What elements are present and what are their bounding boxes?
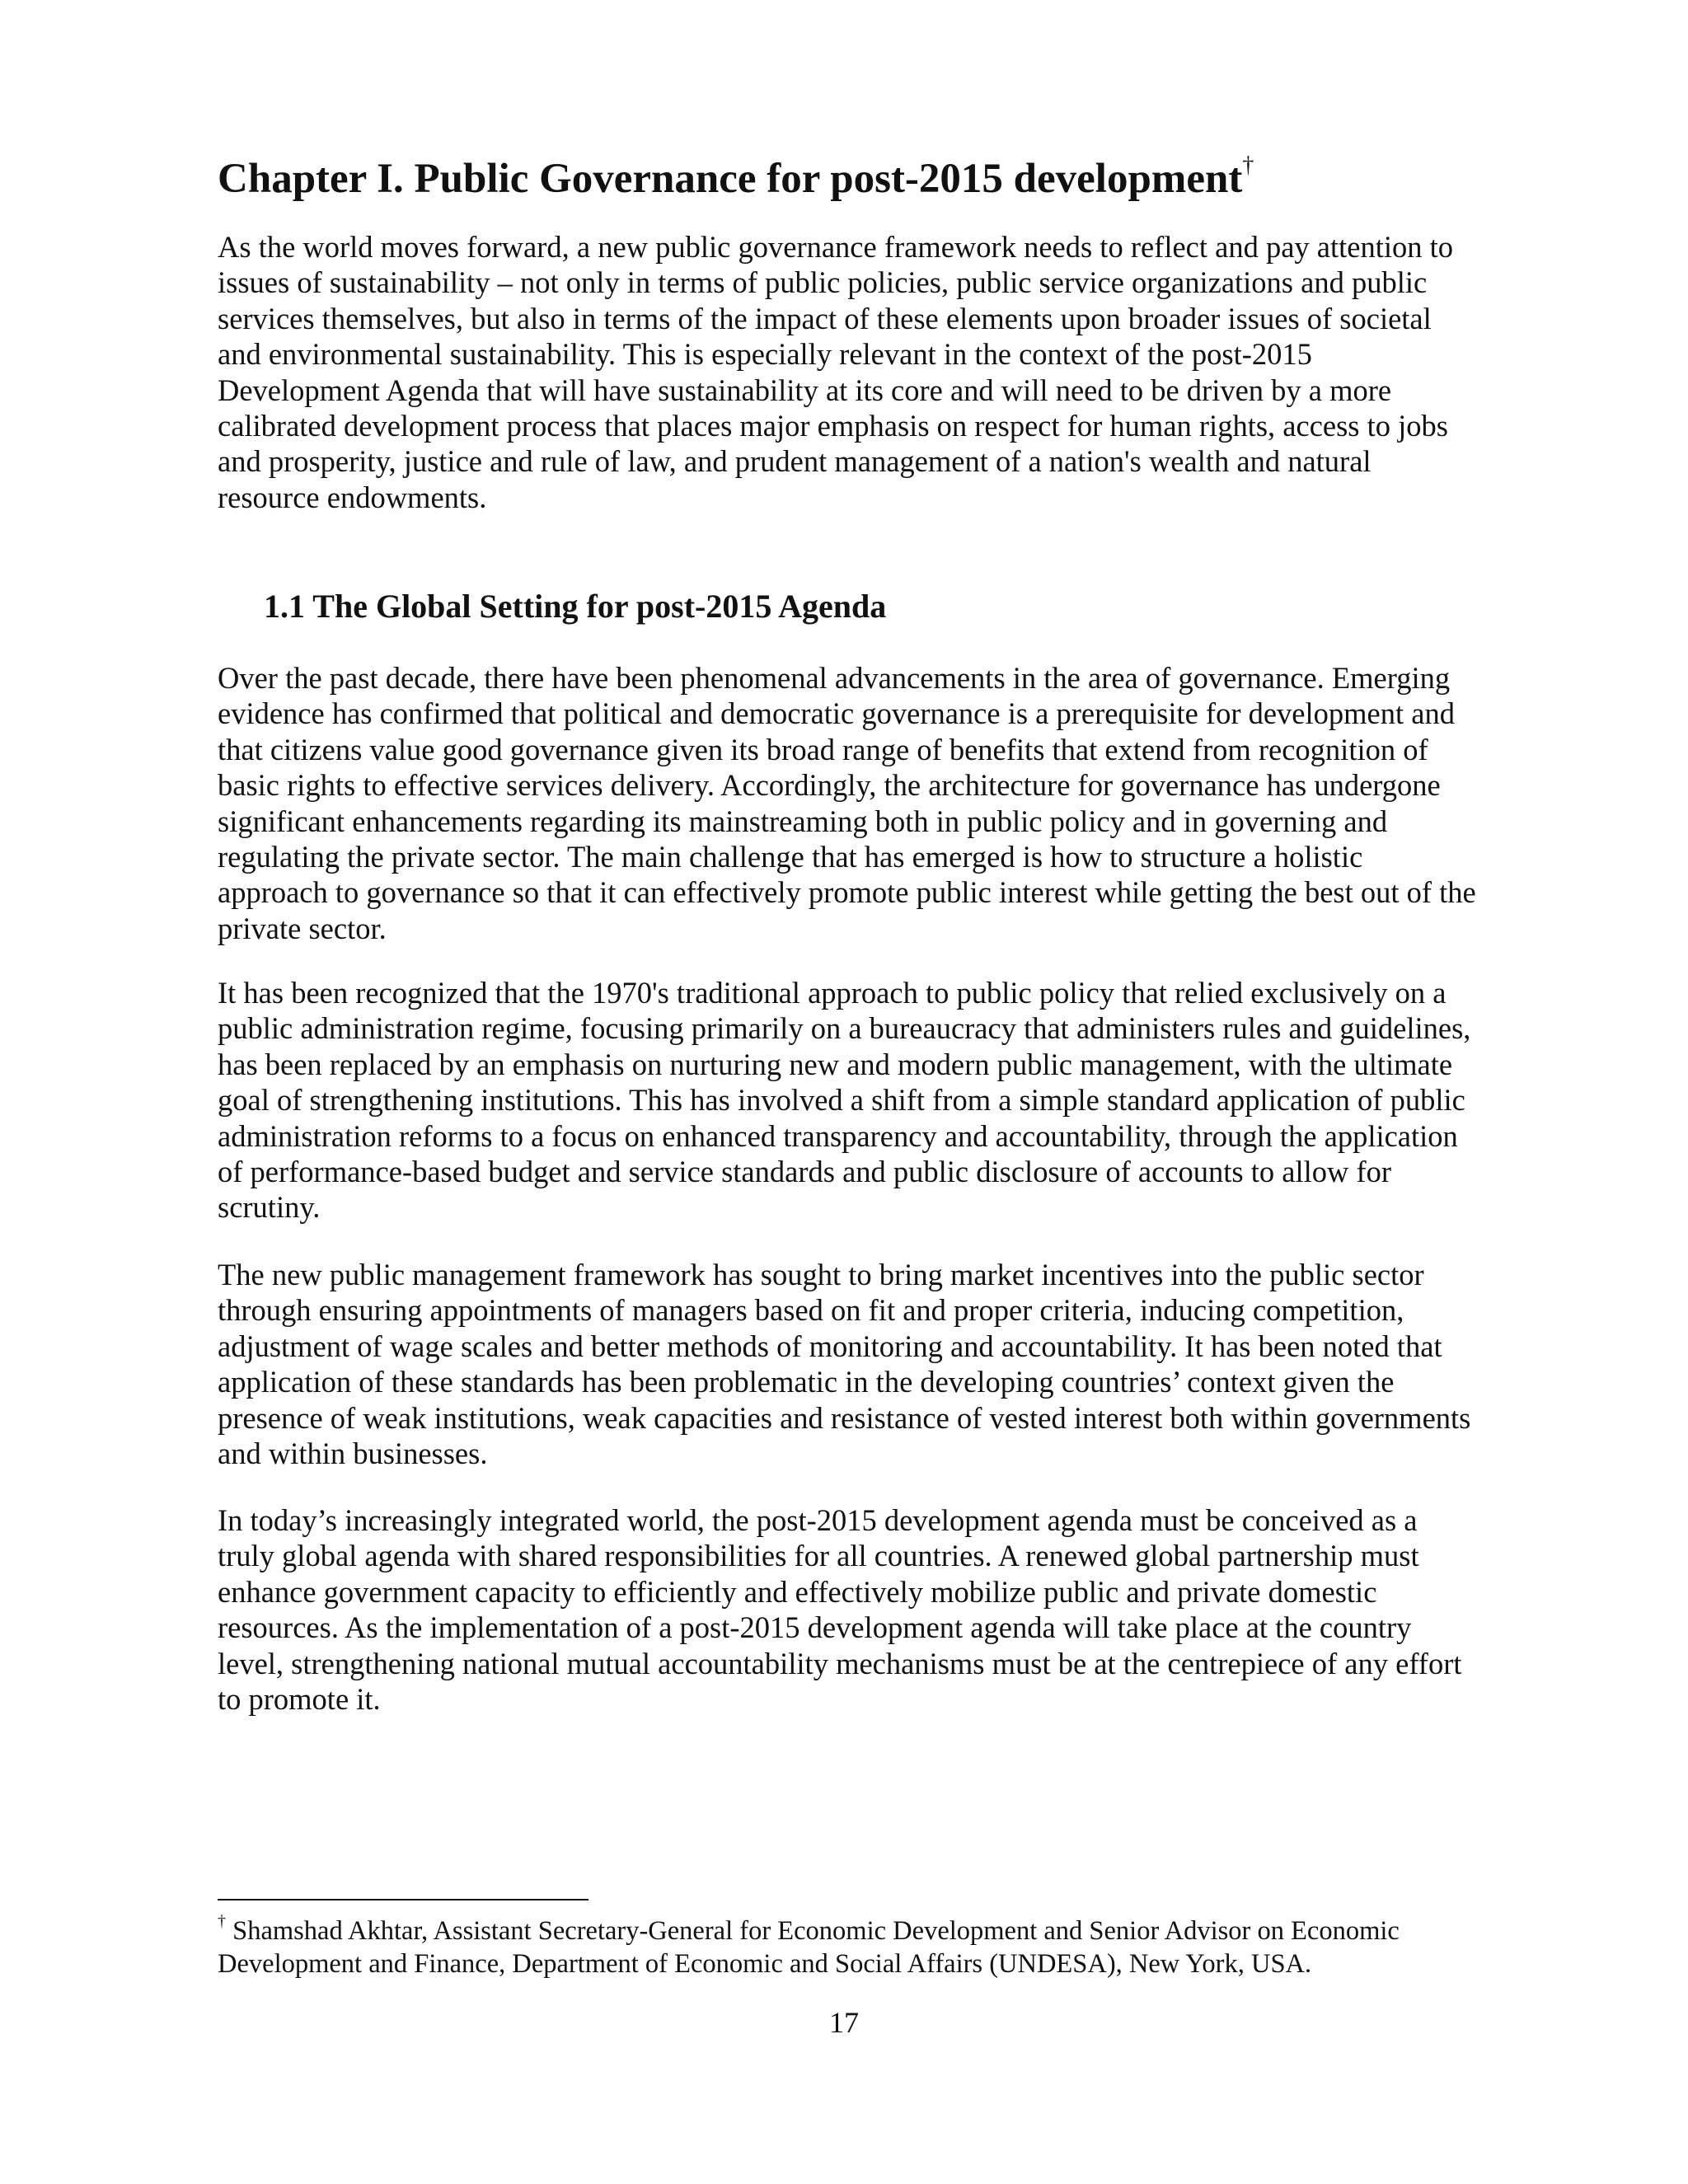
intro-paragraph: As the world moves forward, a new public governance framework needs to reflect and pay attention to issues of sustainability – not only in terms of public policies, public service organizations and public services themselves, but also in terms of the impact of these elements upon broader issues of societal and environmental sustainability. This is especially relevant in the context of the post-2015 Development Agenda that will have sustainability at its core and will need to be driven by a more calibrated development process that places major emphasis on respect for human rights, access to jobs and prosperity, justice and rule of law, and prudent management of a nation's wealth and natural resource endowments. [218,230,1454,514]
chapter-title [218,142,1254,208]
section-paragraph-1: Over the past decade, there have been phenomenal advancements in the area of governance. Emerging evidence has confirmed that political and democratic governance is a prerequisite for development and that citizens value good governance given its broad range of benefits that extend from recognition of basic rights to effective services delivery. Accordingly, the architecture for governance has undergone significant enhancements regarding its mainstreaming both in public policy and in governing and regulating the private sector. The main challenge that has emerged is how to structure a holistic approach to governance so that it can effectively promote public interest while getting the best out of the private sector. [218,661,1476,945]
footnote [218,1908,1479,1980]
section-paragraph-4: In today’s increasingly integrated world, the post-2015 development agenda must be conceived as a truly global agenda with shared responsibilities for all countries. A renewed global partnership must enhance government capacity to efficiently and effectively mobilize public and private domestic resources. As the implementation of a post-2015 development agenda will take place at the country level, strengthening national mutual accountability mechanisms must be at the centrepiece of any effort to promote it. [218,1503,1462,1717]
page-number: 17 [829,2006,859,2039]
section-title: 1.1 The Global Setting for post-2015 Agenda [264,588,887,625]
footnote-marker: † [218,1912,226,1930]
footnote-divider [218,1899,588,1900]
section-paragraph-3: The new public management framework has sought to bring market incentives into the public sector through ensuring appointments of managers based on fit and proper criteria, inducing competition, adjustment of wage scales and better methods of monitoring and accountability. It has been noted that application of these standards has been problematic in the developing countries’ context given the presence of weak institutions, weak capacities and resistance of vested interest both within governments and within businesses. [218,1258,1471,1471]
chapter-title-text: Chapter I. Public Governance for post-2015 development [218,156,1243,202]
section-paragraph-2: It has been recognized that the 1970's traditional approach to public policy that relied exclusively on a public administration regime, focusing primarily on a bureaucracy that administers rules and guidelines, has been replaced by an emphasis on nurturing new and modern public management, with the ultimate goal of strengthening institutions. This has involved a shift from a simple standard application of public administration reforms to a focus on enhanced transparency and accountability, through the application of performance-based budget and service standards and public disclosure of accounts to allow for scrutiny. [218,976,1471,1225]
chapter-footnote-marker: † [1242,152,1254,178]
footnote-text: Shamshad Akhtar, Assistant Secretary-General for Economic Development and Senior Advisor on Economic Development and Finance, Department of Economic and Social Affairs (UNDESA), New York, USA. [218,1915,1400,1979]
